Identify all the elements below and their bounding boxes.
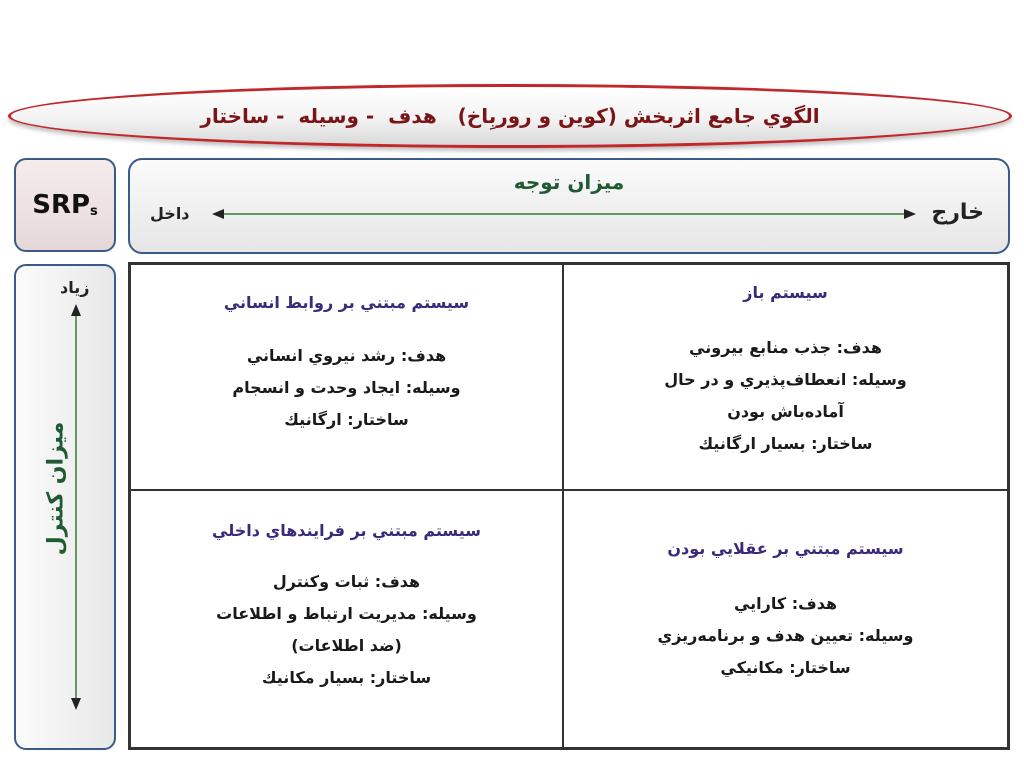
quadrant-means: وسيله: انعطاف‌پذيري و در حال bbox=[664, 370, 907, 389]
srps-main: SRP bbox=[32, 190, 91, 220]
quadrant-title: سيستم مبتني بر روابط انساني bbox=[223, 293, 470, 312]
quadrant-goal: هدف: كارايي bbox=[733, 594, 838, 613]
external-label: خارج bbox=[931, 200, 984, 225]
orientation-axis-title: ميزان توجه bbox=[513, 170, 625, 194]
quadrant-goal: هدف: ثبات وكنترل bbox=[272, 572, 421, 591]
internal-label: داخل bbox=[150, 204, 190, 223]
title-banner bbox=[8, 84, 1012, 148]
quadrant-open-system bbox=[563, 264, 1008, 490]
quadrant-structure: ساختار: بسيار مكانيك bbox=[261, 668, 432, 687]
vertical-double-arrow-icon bbox=[68, 304, 84, 710]
quadrant-structure: ساختار: ارگانيك bbox=[284, 410, 409, 429]
quadrant-title: سيستم مبتني بر فرايندهاي داخلي bbox=[212, 521, 481, 540]
quadrant-means-continued: آماده‌باش بودن bbox=[727, 402, 844, 421]
quadrant-means: وسيله: مديريت ارتباط و اطلاعات bbox=[216, 604, 477, 623]
diagram-title: الگوي جامع اثربخش (كوين و روربِاخ) هدف - وسيله - ساختار bbox=[200, 104, 820, 128]
quadrant-means: وسيله: تعيين هدف و برنامه‌ريزي bbox=[657, 626, 914, 645]
quadrant-means: وسيله: ايجاد وحدت و انسجام bbox=[232, 378, 461, 397]
orientation-axis-box bbox=[128, 158, 1010, 254]
quadrant-title: سيستم مبتني بر عقلايي بودن bbox=[667, 539, 904, 558]
srps-label bbox=[32, 190, 98, 220]
quadrant-structure: ساختار: بسيار ارگانيك bbox=[698, 434, 873, 453]
srps-box bbox=[14, 158, 116, 252]
quadrant-goal: هدف: جذب منابع بيروني bbox=[689, 338, 882, 357]
quadrant-title: سيستم باز bbox=[743, 283, 828, 302]
horizontal-double-arrow-icon bbox=[212, 206, 916, 222]
quadrant-internal-process bbox=[130, 490, 563, 748]
srps-subscript: s bbox=[90, 204, 98, 219]
control-axis-title: ميزان كنترل bbox=[43, 421, 69, 556]
quadrant-rational-goal bbox=[563, 490, 1008, 748]
high-label: زياد bbox=[60, 278, 90, 297]
quadrant-human-relations bbox=[130, 264, 563, 490]
quadrant-goal: هدف: رشد نيروي انساني bbox=[246, 346, 447, 365]
quadrant-grid bbox=[128, 262, 1010, 750]
control-axis-box bbox=[14, 264, 116, 750]
quadrant-structure: ساختار: مكانيكي bbox=[720, 658, 851, 677]
quadrant-means-continued: (ضد اطلاعات) bbox=[291, 636, 402, 655]
